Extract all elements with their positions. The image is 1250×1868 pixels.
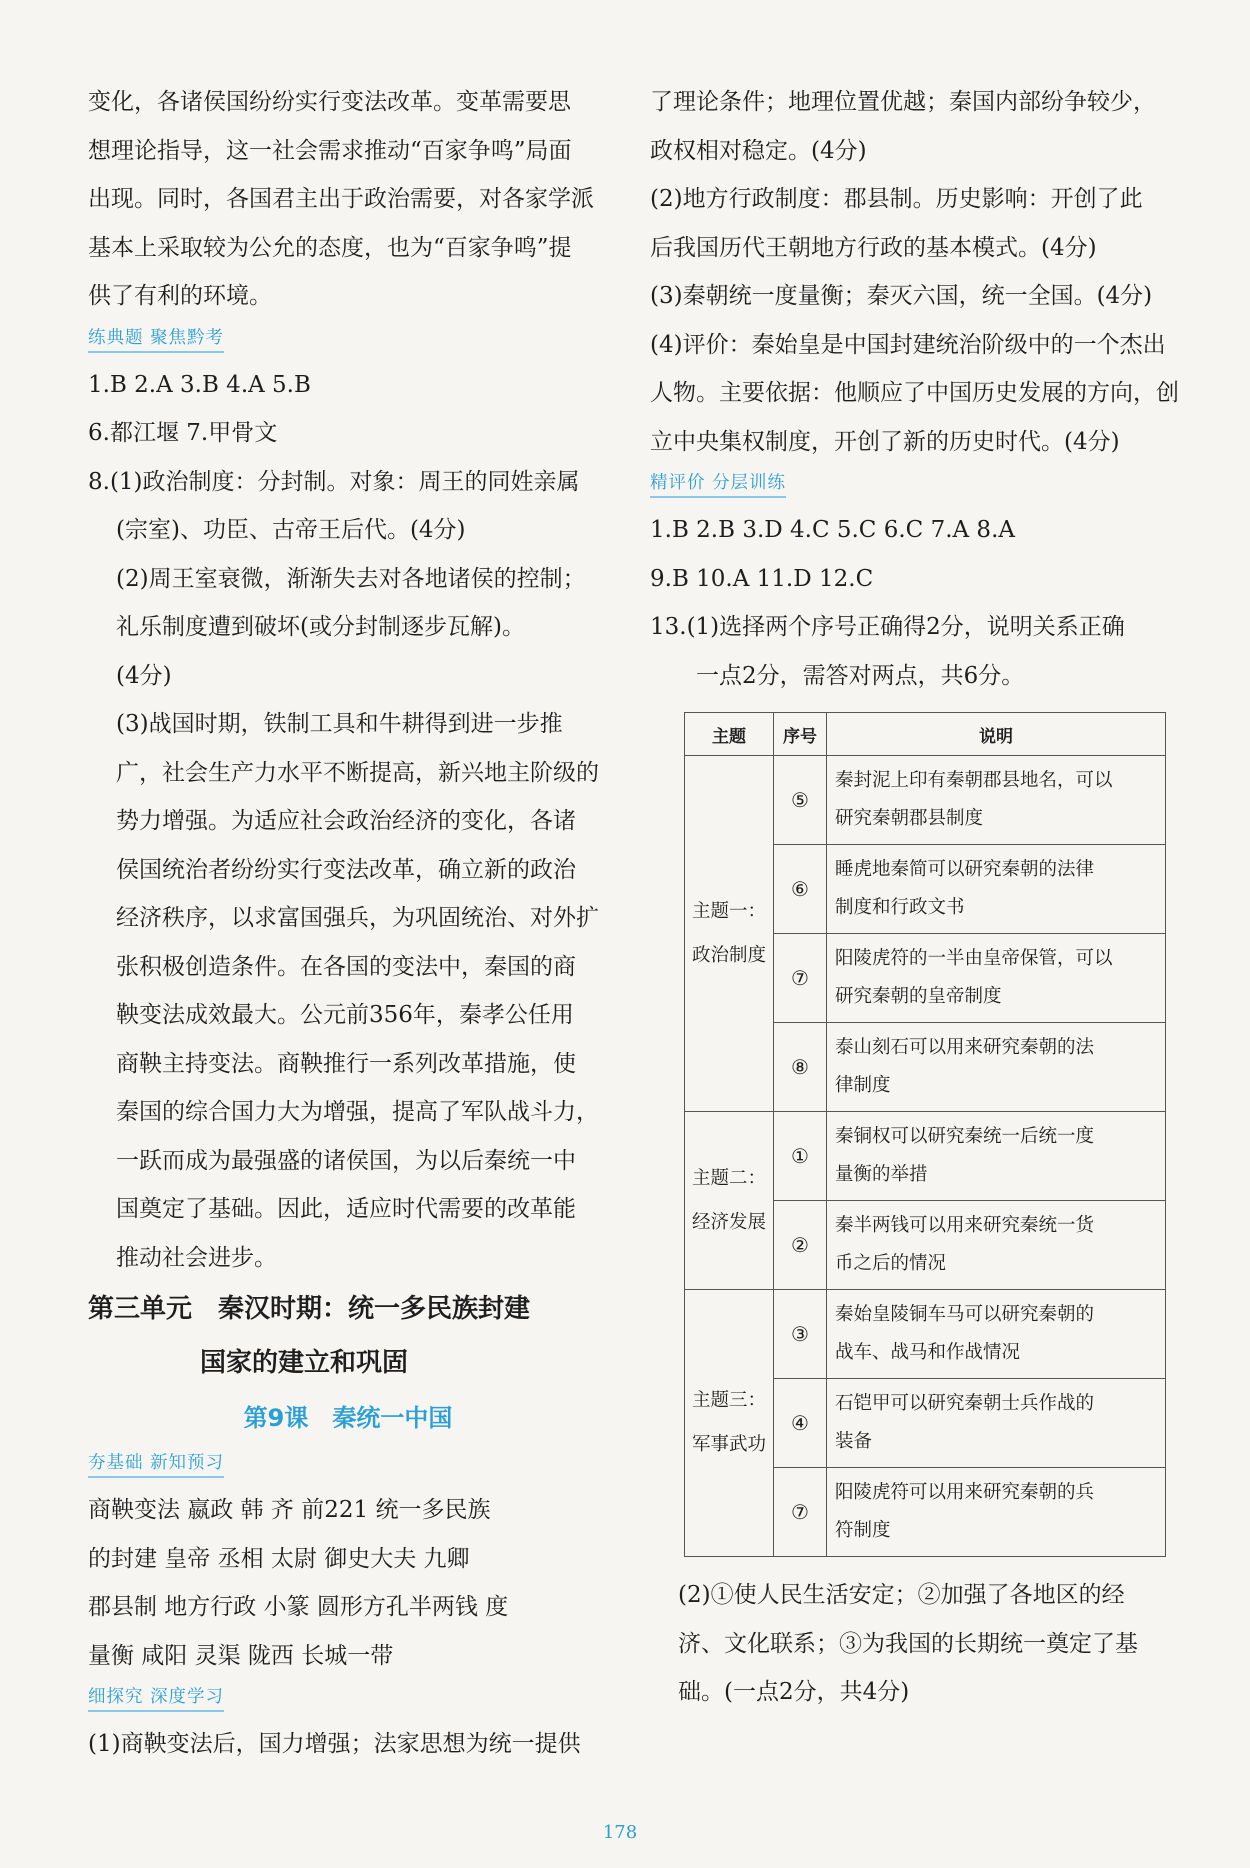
text-line: (2)①使人民生活安定；②加强了各地区的经: [678, 1582, 1125, 1608]
text-line: 商鞅变法 嬴政 韩 齐 前221 统一多民族: [88, 1497, 491, 1523]
text-line: 一点2分，需答对两点，共6分。: [696, 662, 1025, 689]
text-line: 了理论条件；地理位置优越；秦国内部纷争较少，: [650, 89, 1156, 115]
text-line: 想理论指导，这一社会需求推动“百家争鸣”局面: [88, 137, 572, 164]
unit-title-line2: 国家的建立和巩固: [200, 1348, 409, 1378]
description-cell: 阳陵虎符可以用来研究秦朝的兵 符制度: [827, 1468, 1166, 1557]
description-cell: 睡虎地秦简可以研究秦朝的法律 制度和行政文书: [827, 845, 1166, 934]
text-line: 人物。主要依据：他顺应了中国历史发展的方向，创: [650, 380, 1179, 406]
answers-1-8: 1.B 2.B 3.D 4.C 5.C 6.C 7.A 8.A: [650, 517, 1015, 543]
number-cell: ⑦: [774, 934, 827, 1023]
text-line: 国奠定了基础。因此，适应时代需要的改革能: [116, 1196, 576, 1222]
text-line: 变化，各诸侯国纷纷实行变法改革。变革需要思: [88, 89, 571, 115]
left-column: [88, 78, 608, 1769]
text-line: (3)战国时期，铁制工具和牛耕得到进一步推: [116, 711, 563, 737]
text-line: (4分): [116, 662, 172, 689]
section-heading-evaluate: 精评价 分层训练: [650, 466, 1170, 506]
theme-cell: 主题二： 经济发展: [685, 1112, 774, 1290]
question-8: [88, 458, 608, 1283]
section-heading-practice: 练典题 聚焦黔考: [88, 321, 608, 361]
theme-cell: 主题三： 军事武功: [685, 1290, 774, 1557]
text-line: 政权相对稳定。(4分): [650, 137, 867, 164]
number-cell: ⑥: [774, 845, 827, 934]
text-line: 经济秩序，以求富国强兵，为巩固统治、对外扩: [116, 905, 599, 931]
text-line: 量衡 咸阳 灵渠 陇西 长城一带: [88, 1642, 394, 1669]
text-line: 一跃而成为最强盛的诸侯国，为以后秦统一中: [116, 1147, 576, 1174]
description-cell: 阳陵虎符的一半由皇帝保管，可以 研究秦朝的皇帝制度: [827, 934, 1166, 1023]
text-line: (2)地方行政制度：郡县制。历史影响：开创了此: [650, 186, 1143, 212]
text-line: (3)秦朝统一度量衡；秦灭六国，统一全国。(4分): [650, 283, 1153, 309]
header-number: 序号: [774, 713, 827, 756]
number-cell: ③: [774, 1290, 827, 1379]
page-number: 178: [602, 1822, 638, 1843]
number-cell: ④: [774, 1379, 827, 1468]
answers-9-12: 9.B 10.A 11.D 12.C: [650, 565, 874, 592]
theme-cell: 主题一： 政治制度: [685, 756, 774, 1112]
text-line: 13.(1)选择两个序号正确得2分，说明关系正确: [650, 614, 1125, 640]
number-cell: ②: [774, 1201, 827, 1290]
description-cell: 石铠甲可以研究秦朝士兵作战的 装备: [827, 1379, 1166, 1468]
text-line: 后我国历代王朝地方行政的基本模式。(4分): [650, 234, 1097, 261]
text-line: 鞅变法成效最大。公元前356年，秦孝公任用: [116, 1002, 574, 1028]
table-row: [685, 756, 1166, 845]
text-line: 济、文化联系；③为我国的长期统一奠定了基: [678, 1630, 1138, 1657]
table-header-row: [685, 713, 1166, 756]
text-line: 立中央集权制度，开创了新的历史时代。(4分): [650, 428, 1120, 455]
text-line: 商鞅主持变法。商鞅推行一系列改革措施，使: [116, 1050, 576, 1077]
text-line: 的封建 皇帝 丞相 太尉 御史大夫 九卿: [88, 1545, 470, 1572]
text-line: 供了有利的环境。: [88, 283, 272, 309]
para1: [88, 78, 608, 321]
description-cell: 秦封泥上印有秦朝郡县地名，可以 研究秦朝郡县制度: [827, 756, 1166, 845]
text-line: (4)评价：秦始皇是中国封建统治阶级中的一个杰出: [650, 331, 1166, 358]
description-cell: 秦始皇陵铜车马可以研究秦朝的 战车、战马和作战情况: [827, 1290, 1166, 1379]
section-heading-explore: 细探究 深度学习: [88, 1680, 608, 1720]
answers-1-5: 1.B 2.A 3.B 4.A 5.B: [88, 371, 311, 398]
number-cell: ①: [774, 1112, 827, 1201]
header-theme: 主题: [685, 713, 774, 756]
table-row: [685, 1112, 1166, 1201]
text-line: 势力增强。为适应社会政治经济的变化，各诸: [116, 808, 576, 834]
number-cell: ⑤: [774, 756, 827, 845]
text-line: 基本上采取较为公允的态度，也为“百家争鸣”提: [88, 234, 572, 261]
text-line: 出现。同时，各国君主出于政治需要，对各家学派: [88, 186, 594, 212]
header-description: 说明: [827, 713, 1166, 756]
text-line: (宗室)、功臣、古帝王后代。(4分): [116, 517, 466, 543]
number-cell: ⑧: [774, 1023, 827, 1112]
unit-title-line1: 第三单元 秦汉时期：统一多民族封建: [88, 1294, 531, 1324]
number-cell: ⑦: [774, 1468, 827, 1557]
text-line: 郡县制 地方行政 小篆 圆形方孔半两钱 度: [88, 1594, 509, 1620]
description-cell: 秦半两钱可以用来研究秦统一货 币之后的情况: [827, 1201, 1166, 1290]
text-line: 礼乐制度遭到破坏(或分封制逐步瓦解)。: [116, 614, 525, 640]
explore-q1: (1)商鞅变法后，国力增强；法家思想为统一提供: [88, 1731, 581, 1757]
table-row: [685, 1290, 1166, 1379]
section-heading-preview: 夯基础 新知预习: [88, 1446, 608, 1486]
text-line: 侯国统治者纷纷实行变法改革，确立新的政治: [116, 856, 576, 883]
right-column: [650, 78, 1179, 1717]
answers-6-7: 6.都江堰 7.甲骨文: [88, 420, 278, 446]
text-line: 广，社会生产力水平不断提高，新兴地主阶级的: [116, 759, 599, 786]
text-line: 8.(1)政治制度：分封制。对象：周王的同姓亲属: [88, 468, 580, 495]
text-line: (2)周王室衰微，渐渐失去对各地诸侯的控制；: [116, 565, 586, 592]
description-cell: 秦铜权可以研究秦统一后统一度 量衡的举措: [827, 1112, 1166, 1201]
preview-answers: [88, 1486, 608, 1680]
description-cell: 泰山刻石可以用来研究秦朝的法 律制度: [827, 1023, 1166, 1112]
text-line: 秦国的综合国力大为增强，提高了军队战斗力，: [116, 1099, 599, 1125]
text-line: 推动社会进步。: [116, 1244, 277, 1271]
lesson-title: 第9课 秦统一中国: [243, 1404, 453, 1432]
question-13-part2: [650, 1571, 1170, 1717]
explore-continued: [650, 78, 1179, 466]
answer-table: [684, 712, 1166, 1557]
text-line: 础。(一点2分，共4分): [678, 1679, 910, 1705]
text-line: 张积极创造条件。在各国的变法中，秦国的商: [116, 953, 576, 980]
